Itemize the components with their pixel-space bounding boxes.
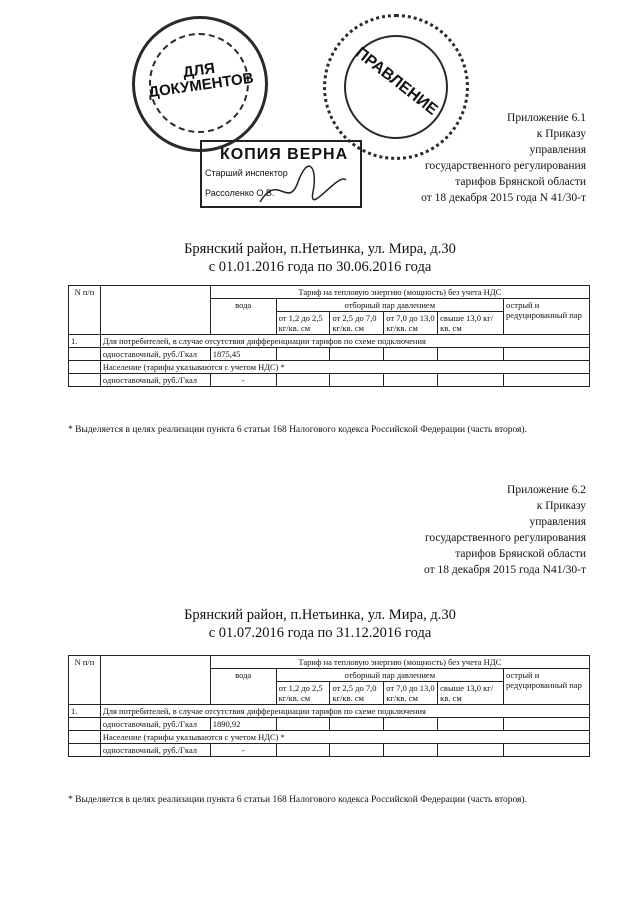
appendix-line: к Приказу [536, 500, 586, 512]
appendix-line: управления [529, 144, 586, 156]
n-header: N п/п [69, 286, 101, 335]
section-period: с 01.07.2016 года по 31.12.2016 года [208, 625, 432, 641]
appendix-block-1 [421, 110, 586, 206]
pressure-2: от 2,5 до 7,0 кг/кв. см [330, 312, 384, 335]
single-rate-label: одноставочный, руб./Гкал [100, 348, 210, 361]
pressure-3: от 7,0 до 13,0 кг/кв. см [384, 312, 438, 335]
single-rate-label: одноставочный, руб./Гкал [100, 374, 210, 387]
footnote-2: * Выделяется в целях реализации пункта 6 статьи 168 Налогового кодекса Российской Федерации (часть второя). [68, 795, 527, 805]
appendix-line: от 18 декабря 2015 года N41/30-т [423, 564, 586, 576]
signature-icon [258, 162, 348, 212]
appendix-line: управления [529, 516, 586, 528]
section-title: Брянский район, п.Нетьинка, ул. Мира, д.30 [184, 241, 456, 257]
pressure-4: свыше 13,0 кг/кв. см [438, 312, 504, 335]
stamp-board-text: ПРАВЛЕНИЕ [352, 44, 441, 119]
population-label: Население (тарифы указываются с учетом НДС) * [100, 361, 589, 374]
section-heading-1 [0, 240, 640, 276]
appendix-line: государственного регулирования [424, 160, 586, 172]
row-number: 1. [69, 335, 101, 348]
section-period: с 01.01.2016 года по 30.06.2016 года [208, 259, 432, 275]
appendix-line: государственного регулирования [424, 532, 586, 544]
tariff-header: Тариф на тепловую энергию (мощность) без учета НДС [210, 286, 589, 299]
consumers-label: Для потребителей, в случае отсутствия дифференциации тарифов по схеме подключения [100, 705, 589, 718]
sharp-steam-header: острый и редуцированный пар [504, 299, 590, 335]
steam-header: отборный пар давлением [276, 299, 503, 312]
copy-stamp-position: Старший инспектор [205, 168, 288, 178]
water-tariff-value: 1890,92 [210, 718, 276, 731]
appendix-line: Приложение 6.1 [507, 112, 586, 124]
appendix-line: тарифов Брянской области [455, 548, 586, 560]
single-rate-label: одноставочный, руб./Гкал [100, 718, 210, 731]
appendix-line: Приложение 6.2 [507, 484, 586, 496]
appendix-line: тарифов Брянской области [455, 176, 586, 188]
single-rate-label: одноставочный, руб./Гкал [100, 744, 210, 757]
stamp-documents-text: ДЛЯ ДОКУМЕНТОВ [147, 59, 255, 102]
tariff-table-1 [68, 285, 590, 387]
population-label: Население (тарифы указываются с учетом НДС) * [100, 731, 589, 744]
row-number: 1. [69, 705, 101, 718]
round-stamp-documents [132, 16, 268, 152]
water-header: вода [210, 669, 276, 705]
pressure-4: свыше 13,0 кг/кв. см [438, 682, 504, 705]
appendix-block-2 [424, 482, 586, 578]
copy-stamp-title: КОПИЯ ВЕРНА [220, 146, 349, 163]
water-tariff-value: 1875,45 [210, 348, 276, 361]
consumers-label: Для потребителей, в случае отсутствия дифференциации тарифов по схеме подключения [100, 335, 589, 348]
n-header: N п/п [69, 656, 101, 705]
pressure-3: от 7,0 до 13,0 кг/кв. см [384, 682, 438, 705]
water-header: вода [210, 299, 276, 335]
appendix-line: к Приказу [536, 128, 586, 140]
section-heading-2 [0, 606, 640, 642]
pressure-1: от 1,2 до 2,5 кг/кв. см [276, 312, 330, 335]
sharp-steam-header: острый и редуцированный пар [504, 669, 590, 705]
section-title: Брянский район, п.Нетьинка, ул. Мира, д.30 [184, 607, 456, 623]
population-value: - [210, 744, 276, 757]
appendix-line: от 18 декабря 2015 года N 41/30-т [421, 192, 586, 204]
steam-header: отборный пар давлением [276, 669, 503, 682]
population-value: - [210, 374, 276, 387]
tariff-table-2 [68, 655, 590, 757]
copy-stamp-name: Рассоленко О.В. [205, 188, 275, 198]
pressure-1: от 1,2 до 2,5 кг/кв. см [276, 682, 330, 705]
tariff-header: Тариф на тепловую энергию (мощность) без учета НДС [210, 656, 589, 669]
pressure-2: от 2,5 до 7,0 кг/кв. см [330, 682, 384, 705]
footnote-1: * Выделяется в целях реализации пункта 6 статьи 168 Налогового кодекса Российской Федерации (часть второя). [68, 425, 527, 435]
